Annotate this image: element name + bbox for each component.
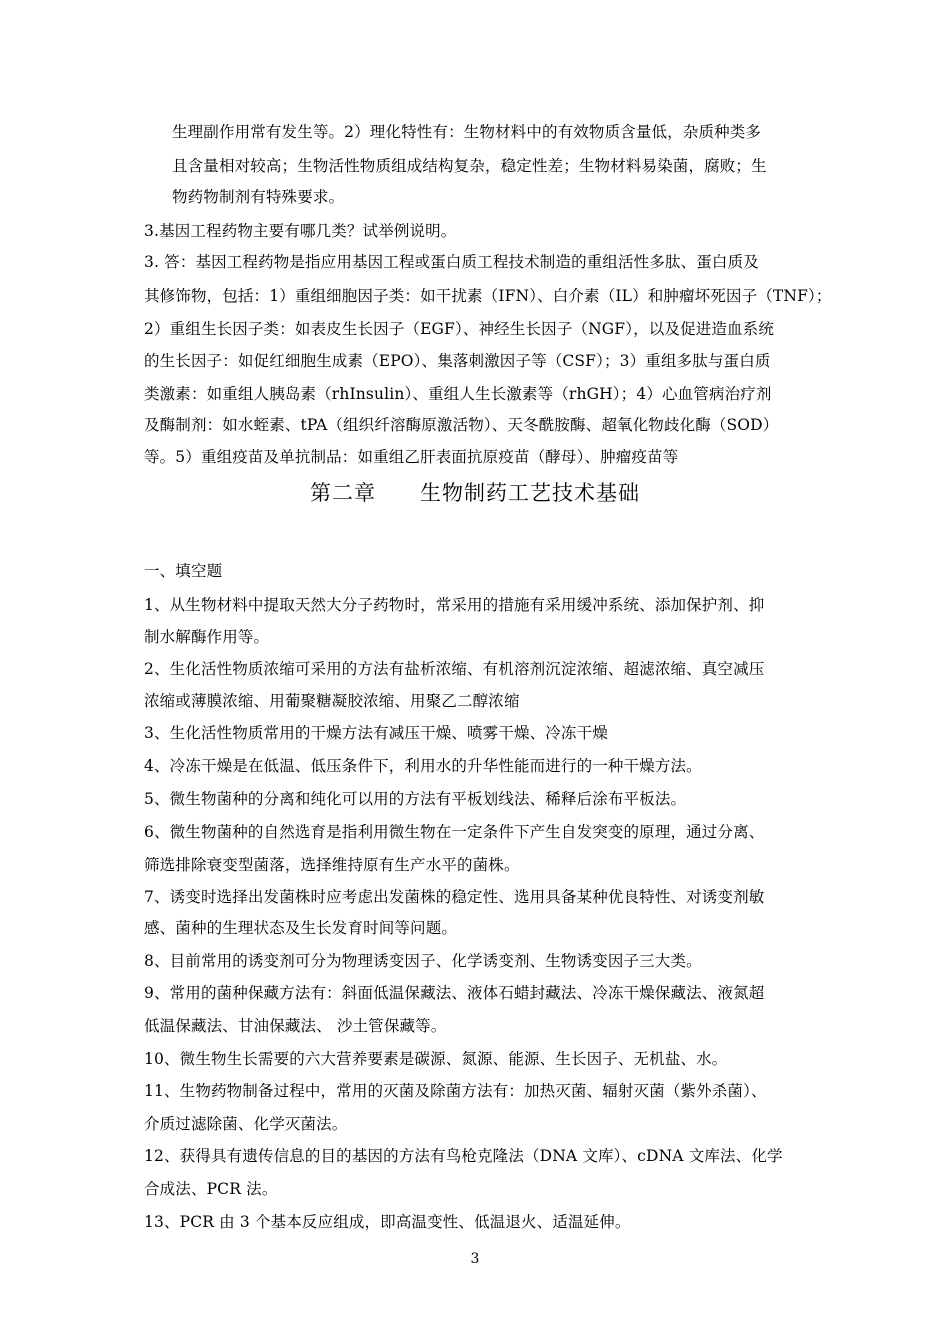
question-3: 3.基因工程药物主要有哪几类？试举例说明。 xyxy=(144,222,457,240)
fill-blank-line: 9、常用的菌种保藏方法有：斜面低温保藏法、液体石蜡封藏法、冷冻干燥保藏法、液氮超 xyxy=(144,984,765,1002)
fill-blank-line: 8、目前常用的诱变剂可分为物理诱变因子、化学诱变剂、生物诱变因子三大类。 xyxy=(144,952,702,970)
answer-line: 3. 答：基因工程药物是指应用基因工程或蛋白质工程技术制造的重组活性多肽、蛋白质及 xyxy=(144,253,759,271)
fill-blank-line: 1、从生物材料中提取天然大分子药物时，常采用的措施有采用缓冲系统、添加保护剂、抑 xyxy=(144,596,765,614)
continuation-line: 物药物制剂有特殊要求。 xyxy=(172,188,345,206)
fill-blank-line: 4、冷冻干燥是在低温、低压条件下，利用水的升华性能而进行的一种干燥方法。 xyxy=(144,757,702,775)
fill-blank-line: 5、微生物菌种的分离和纯化可以用的方法有平板划线法、稀释后涂布平板法。 xyxy=(144,790,687,808)
continuation-line: 且含量相对较高；生物活性物质组成结构复杂，稳定性差；生物材料易染菌，腐败；生 xyxy=(172,157,767,175)
answer-line: 的生长因子：如促红细胞生成素（EPO）、集落刺激因子等（CSF）；3）重组多肽与蛋白质 xyxy=(144,352,771,370)
fill-blank-line: 10、微生物生长需要的六大营养要素是碳源、氮源、能源、生长因子、无机盐、水。 xyxy=(144,1050,728,1068)
answer-line: 2）重组生长因子类：如表皮生长因子（EGF）、神经生长因子（NGF），以及促进造血系统 xyxy=(144,320,774,338)
fill-blank-line: 11、生物药物制备过程中，常用的灭菌及除菌方法有：加热灭菌、辐射灭菌（紫外杀菌）、 xyxy=(144,1082,767,1100)
fill-blank-line: 介质过滤除菌、化学灭菌法。 xyxy=(144,1115,348,1133)
fill-blank-line: 低温保藏法、甘油保藏法、 沙土管保藏等。 xyxy=(144,1017,447,1035)
chapter-title: 第二章 生物制药工艺技术基础 xyxy=(310,481,640,505)
answer-line: 等。5）重组疫苗及单抗制品：如重组乙肝表面抗原疫苗（酵母）、肿瘤疫苗等 xyxy=(144,448,679,466)
fill-blank-line: 合成法、PCR 法。 xyxy=(144,1180,278,1198)
page-number: 3 xyxy=(470,1251,480,1267)
answer-line: 其修饰物，包括：1）重组细胞因子类：如干扰素（IFN）、白介素（IL）和肿瘤坏死因子（TNF）； xyxy=(144,287,832,305)
fill-blank-line: 制水解酶作用等。 xyxy=(144,628,270,646)
fill-blank-line: 浓缩或薄膜浓缩、用葡聚糖凝胶浓缩、用聚乙二醇浓缩 xyxy=(144,692,520,710)
fill-blank-line: 筛选排除衰变型菌落，选择维持原有生产水平的菌株。 xyxy=(144,856,520,874)
fill-blank-line: 6、微生物菌种的自然选育是指利用微生物在一定条件下产生自发突变的原理，通过分离、 xyxy=(144,823,765,841)
section-heading: 一、填空题 xyxy=(144,562,223,580)
fill-blank-line: 感、菌种的生理状态及生长发育时间等问题。 xyxy=(144,919,458,937)
fill-blank-line: 2、生化活性物质浓缩可采用的方法有盐析浓缩、有机溶剂沉淀浓缩、超滤浓缩、真空减压 xyxy=(144,660,765,678)
continuation-line: 生理副作用常有发生等。2）理化特性有：生物材料中的有效物质含量低，杂质种类多 xyxy=(172,123,762,141)
fill-blank-line: 12、获得具有遗传信息的目的基因的方法有鸟枪克隆法（DNA 文库）、cDNA 文库法、化学 xyxy=(144,1147,783,1165)
answer-line: 类激素：如重组人胰岛素（rhInsulin）、重组人生长激素等（rhGH）；4）心血管病治疗剂 xyxy=(144,385,772,403)
answer-line: 及酶制剂：如水蛭素、tPA（组织纤溶酶原激活物）、天冬酰胺酶、超氧化物歧化酶（SOD） xyxy=(144,416,779,434)
fill-blank-line: 13、PCR 由 3 个基本反应组成，即高温变性、低温退火、适温延伸。 xyxy=(144,1213,631,1231)
fill-blank-line: 3、生化活性物质常用的干燥方法有减压干燥、喷雾干燥、冷冻干燥 xyxy=(144,724,608,742)
fill-blank-line: 7、诱变时选择出发菌株时应考虑出发菌株的稳定性、选用具备某种优良特性、对诱变剂敏 xyxy=(144,888,765,906)
